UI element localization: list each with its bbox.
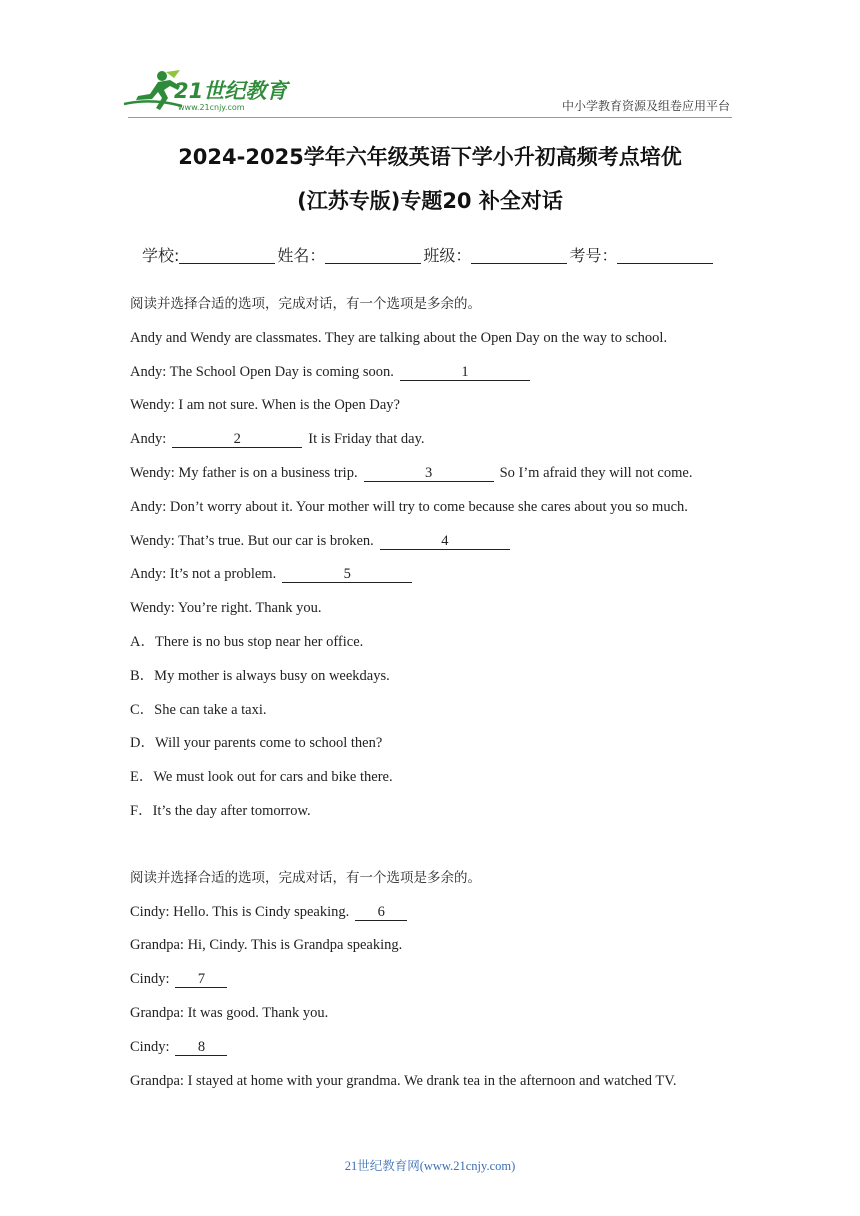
section2-dialogue bbox=[130, 902, 750, 1105]
answer-blank[interactable]: 3 bbox=[364, 465, 494, 482]
dialogue-line bbox=[130, 463, 750, 497]
dialogue-text: Wendy: That’s true. But our car is broken. bbox=[130, 532, 374, 549]
page-footer: 21世纪教育网(www.21cnjy.com) bbox=[344, 1159, 516, 1173]
dialogue-line bbox=[130, 564, 750, 598]
platform-name: 中小学教育资源及组卷应用平台 bbox=[561, 99, 730, 113]
dialogue-line bbox=[130, 1037, 750, 1071]
dialogue-line bbox=[130, 598, 750, 632]
worksheet-body bbox=[130, 294, 750, 1104]
dialogue-text: Andy: It’s not a problem. bbox=[130, 566, 277, 583]
dialogue-text: Grandpa: Hi, Cindy. This is Grandpa speaking. bbox=[130, 937, 403, 954]
dialogue-line bbox=[130, 1071, 750, 1105]
school-blank[interactable] bbox=[179, 247, 275, 264]
dialogue-line bbox=[130, 429, 750, 463]
name-label: 姓名： bbox=[277, 246, 326, 265]
name-blank[interactable] bbox=[325, 247, 421, 264]
answer-blank[interactable]: 1 bbox=[400, 364, 530, 381]
class-label: 班级： bbox=[423, 246, 472, 265]
answer-blank[interactable]: 4 bbox=[380, 533, 510, 550]
answer-blank[interactable]: 5 bbox=[282, 566, 412, 583]
dialogue-text: Wendy: I am not sure. When is the Open Day? bbox=[130, 397, 400, 414]
dialogue-text: Andy: Don’t worry about it. Your mother will try to come because she cares about you so much. bbox=[130, 498, 688, 515]
section1-intro: Andy and Wendy are classmates. They are talking about the Open Day on the way to school. bbox=[130, 329, 668, 346]
section1-instruction: 阅读并选择合适的选项，完成对话，有一个选项是多余的。 bbox=[130, 296, 481, 312]
page-title: 2024-2025学年六年级英语下学小升初高频考点培优 bbox=[178, 145, 682, 169]
runner-logo-icon bbox=[122, 68, 292, 114]
dialogue-text: Cindy: bbox=[130, 971, 170, 988]
section1-dialogue bbox=[130, 362, 750, 632]
dialogue-line bbox=[130, 1003, 750, 1037]
dialogue-text: Wendy: You’re right. Thank you. bbox=[130, 600, 322, 617]
answer-blank[interactable]: 8 bbox=[175, 1039, 227, 1056]
section1-options bbox=[130, 632, 750, 835]
site-logo bbox=[122, 68, 292, 114]
class-blank[interactable] bbox=[471, 247, 567, 264]
answer-option: E．We must look out for cars and bike there. bbox=[130, 769, 393, 786]
school-label: 学校: bbox=[142, 246, 180, 265]
dialogue-line bbox=[130, 395, 750, 429]
exam-number-label: 考号： bbox=[569, 246, 618, 265]
page-header bbox=[0, 0, 860, 120]
dialogue-text: Wendy: My father is on a business trip. bbox=[130, 464, 358, 481]
dialogue-text-after: It is Friday that day. bbox=[308, 431, 425, 448]
dialogue-line bbox=[130, 362, 750, 396]
dialogue-line bbox=[130, 969, 750, 1003]
section2-instruction: 阅读并选择合适的选项，完成对话，有一个选项是多余的。 bbox=[130, 869, 481, 886]
dialogue-line bbox=[130, 902, 750, 936]
header-divider bbox=[128, 117, 732, 118]
answer-blank[interactable]: 6 bbox=[355, 904, 407, 921]
answer-blank[interactable]: 2 bbox=[172, 431, 302, 448]
exam-number-blank[interactable] bbox=[617, 247, 713, 264]
answer-option: B．My mother is always busy on weekdays. bbox=[130, 667, 390, 684]
dialogue-text-after: So I’m afraid they will not come. bbox=[499, 464, 693, 481]
answer-option: F．It’s the day after tomorrow. bbox=[130, 802, 311, 819]
logo-text: 21世纪教育 bbox=[174, 79, 288, 103]
answer-option: A．There is no bus stop near her office. bbox=[130, 633, 364, 650]
dialogue-line bbox=[130, 531, 750, 565]
dialogue-text: Grandpa: I stayed at home with your grandma. We drank tea in the afternoon and watched TV. bbox=[130, 1072, 677, 1089]
dialogue-text: Cindy: Hello. This is Cindy speaking. bbox=[130, 903, 350, 920]
answer-blank[interactable]: 7 bbox=[175, 971, 227, 988]
dialogue-line bbox=[130, 935, 750, 969]
dialogue-text: Cindy: bbox=[130, 1038, 170, 1055]
section-gap bbox=[130, 835, 750, 868]
student-info-row bbox=[142, 243, 715, 266]
page-subtitle: (江苏专版)专题20 补全对话 bbox=[297, 189, 563, 213]
logo-subtext: www.21cnjy.com bbox=[178, 103, 245, 112]
answer-option: C．She can take a taxi. bbox=[130, 701, 267, 718]
answer-option: D．Will your parents come to school then? bbox=[130, 735, 383, 752]
dialogue-line bbox=[130, 497, 750, 531]
dialogue-text: Andy: bbox=[130, 431, 167, 448]
dialogue-text: Grandpa: It was good. Thank you. bbox=[130, 1004, 329, 1021]
dialogue-text: Andy: The School Open Day is coming soon. bbox=[130, 363, 394, 380]
